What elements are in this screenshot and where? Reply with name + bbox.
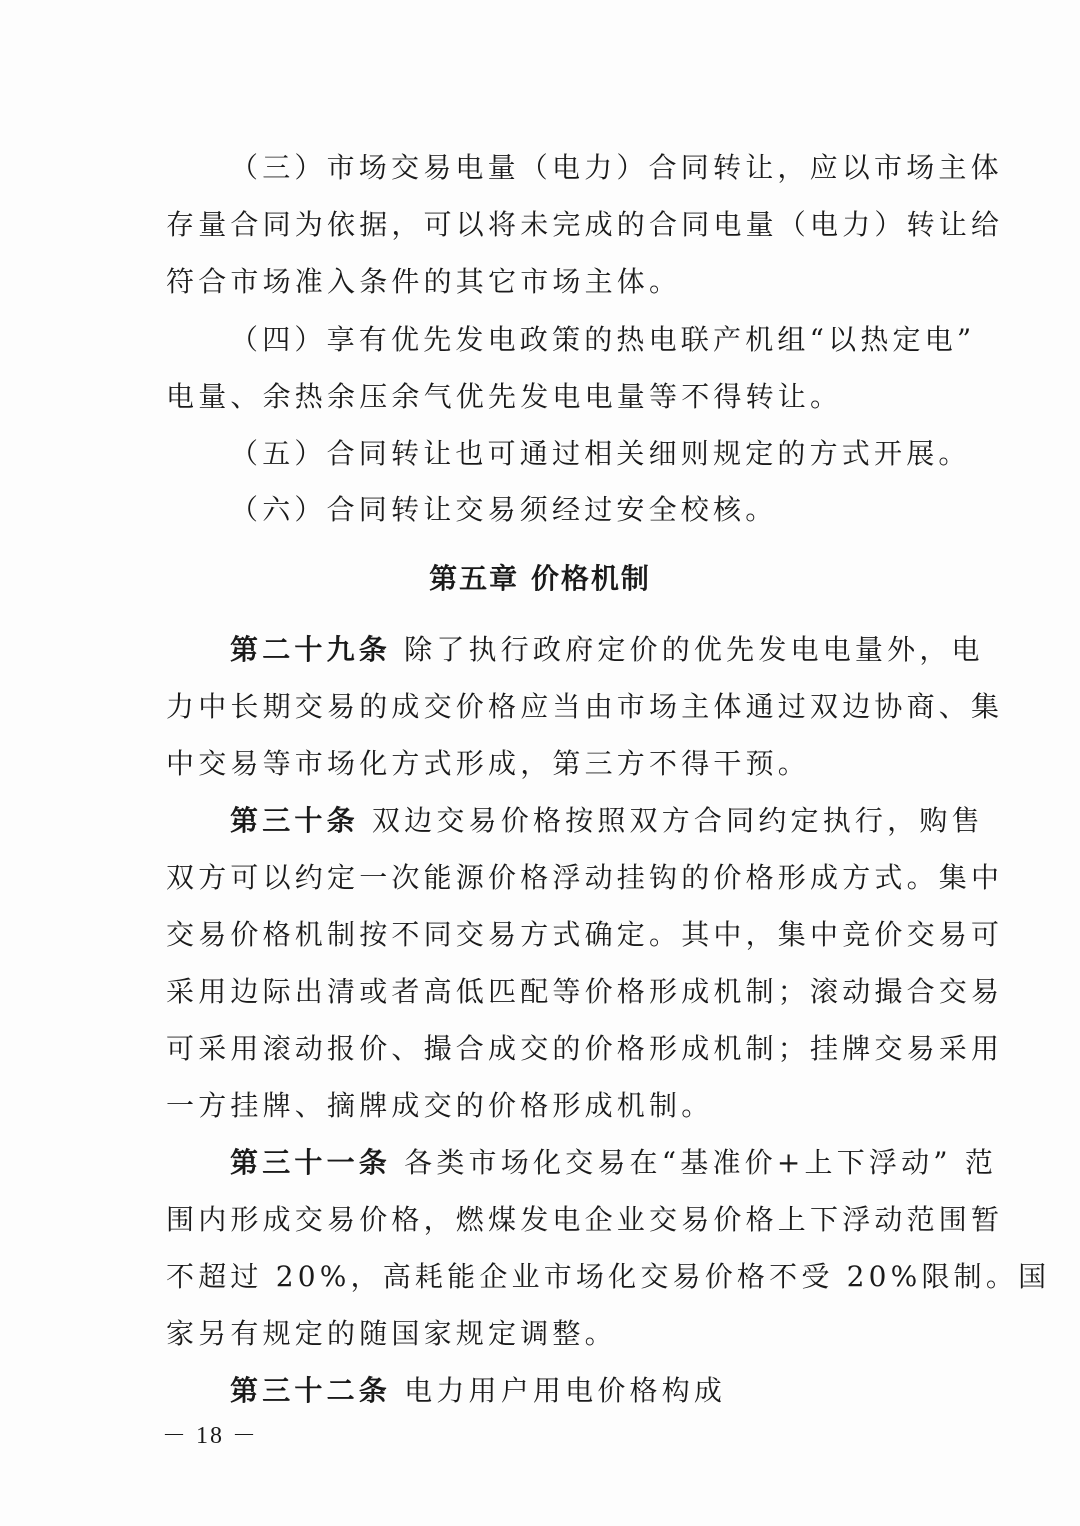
paragraph-3-line-2: 存量合同为依据，可以将未完成的合同电量（电力）转让给 bbox=[166, 208, 1004, 241]
article-31-line-4: 家另有规定的随国家规定调整。 bbox=[166, 1317, 617, 1350]
article-30-line-1 bbox=[230, 804, 984, 837]
paragraph-3-line-3: 符合市场准入条件的其它市场主体。 bbox=[166, 265, 682, 298]
article-30-line-6: 一方挂牌、摘牌成交的价格形成机制。 bbox=[166, 1089, 714, 1122]
article-31-line-2: 围内形成交易价格，燃煤发电企业交易价格上下浮动范围暂 bbox=[166, 1203, 1004, 1236]
article-29-label: 第二十九条 bbox=[230, 633, 392, 666]
article-31-label: 第三十一条 bbox=[230, 1146, 392, 1179]
paragraph-4-line-2: 电量、余热余压余气优先发电电量等不得转让。 bbox=[166, 380, 843, 413]
paragraph-3-line-1: （三）市场交易电量（电力）合同转让，应以市场主体 bbox=[230, 151, 1003, 184]
article-31-text-1: 各类市场化交易在“基准价+上下浮动” 范 bbox=[404, 1146, 998, 1179]
article-30-text-1: 双边交易价格按照双方合同约定执行，购售 bbox=[371, 804, 984, 837]
paragraph-5-line-1: （五）合同转让也可通过相关细则规定的方式开展。 bbox=[230, 437, 971, 470]
article-30-line-3: 交易价格机制按不同交易方式确定。其中，集中竞价交易可 bbox=[166, 918, 1004, 951]
article-30-label: 第三十条 bbox=[230, 804, 359, 837]
paragraph-6-line-1: （六）合同转让交易须经过安全校核。 bbox=[230, 493, 778, 526]
article-31-line-3: 不超过 20%，高耗能企业市场化交易价格不受 20%限制。国 bbox=[166, 1260, 1051, 1293]
article-32-text-1: 电力用户用电价格构成 bbox=[404, 1374, 727, 1407]
article-29-line-3: 中交易等市场化方式形成，第三方不得干预。 bbox=[166, 747, 811, 780]
article-29-line-1 bbox=[230, 633, 984, 666]
article-30-line-4: 采用边际出清或者高低匹配等价格形成机制；滚动撮合交易 bbox=[166, 975, 1004, 1008]
article-30-line-2: 双方可以约定一次能源价格浮动挂钩的价格形成方式。集中 bbox=[166, 861, 1004, 894]
article-29-line-2: 力中长期交易的成交价格应当由市场主体通过双边协商、集 bbox=[166, 690, 1004, 723]
article-30-line-5: 可采用滚动报价、撮合成交的价格形成机制；挂牌交易采用 bbox=[166, 1032, 1004, 1065]
article-29-text-1: 除了执行政府定价的优先发电电量外，电 bbox=[404, 633, 984, 666]
page-number: － 18 － bbox=[162, 1423, 258, 1449]
chapter-heading: 第五章 价格机制 bbox=[429, 562, 651, 595]
article-32-label: 第三十二条 bbox=[230, 1374, 392, 1407]
article-31-line-1 bbox=[230, 1146, 998, 1179]
article-32-line-1 bbox=[230, 1374, 727, 1407]
paragraph-4-line-1: （四）享有优先发电政策的热电联产机组“以热定电” bbox=[230, 323, 976, 356]
